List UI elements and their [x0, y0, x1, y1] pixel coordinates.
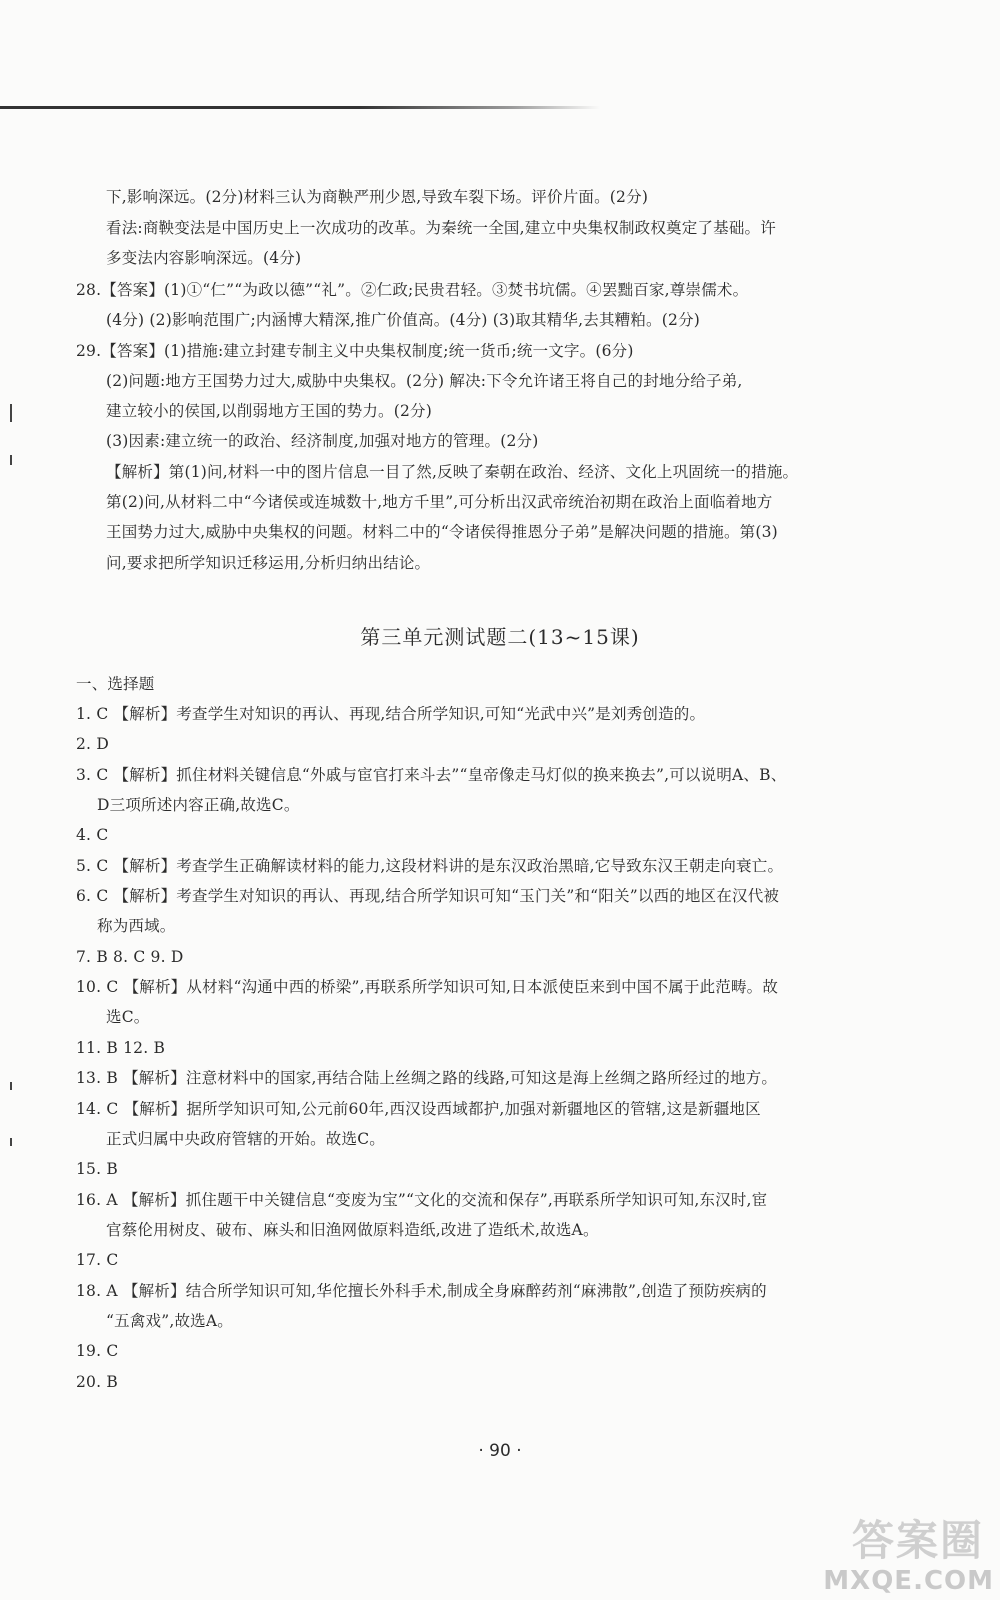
- text-line: 5. C 【解析】考查学生正确解读材料的能力,这段材料讲的是东汉政治黑暗,它导致东汉王朝走向衰亡。: [76, 857, 784, 875]
- text-line: D三项所述内容正确,故选C。: [97, 796, 300, 814]
- text-line: 【解析】第(1)问,材料一中的图片信息一目了然,反映了秦朝在政治、经济、文化上巩固统一的措施。: [106, 463, 799, 481]
- text-line: 正式归属中央政府管辖的开始。故选C。: [106, 1130, 385, 1148]
- text-line: 20. B: [76, 1373, 118, 1391]
- text-line: 选C。: [106, 1008, 150, 1026]
- text-line: 13. B 【解析】注意材料中的国家,再结合陆上丝绸之路的线路,可知这是海上丝绸之路所经过的地方。: [76, 1069, 778, 1087]
- text-line: (4分) (2)影响范围广;内涵博大精深,推广价值高。(4分) (3)取其精华,去其糟粕。(2分): [106, 311, 701, 329]
- text-line: 19. C: [76, 1342, 119, 1360]
- text-line: 多变法内容影响深远。(4分): [106, 249, 302, 267]
- text-line: 16. A 【解析】抓住题干中关键信息“变废为宝”“文化的交流和保存”,再联系所学知识可知,东汉时,宦: [76, 1191, 768, 1209]
- site-watermark: [824, 1508, 994, 1596]
- page-number: · 90 ·: [478, 1441, 522, 1461]
- text-line: 3. C 【解析】抓住材料关键信息“外戚与宦官打来斗去”“皇帝像走马灯似的换来换去”,可以说明A、B、: [76, 766, 787, 784]
- text-line: 建立较小的侯国,以削弱地方王国的势力。(2分): [106, 402, 432, 420]
- text-line: 王国势力过大,威胁中央集权的问题。材料二中的“令诸侯得推恩分子弟”是解决问题的措施。第(3): [106, 523, 778, 541]
- section-title: 第三单元测试题二(13~15课): [360, 625, 640, 649]
- text-line: 14. C 【解析】据所学知识可知,公元前60年,西汉设西域都护,加强对新疆地区的管辖,这是新疆地区: [76, 1100, 761, 1118]
- text-line: 称为西域。: [97, 917, 176, 935]
- text-line: 官蔡伦用树皮、破布、麻头和旧渔网做原料造纸,改进了造纸术,故选A。: [106, 1221, 599, 1239]
- text-line: (2)问题:地方王国势力过大,威胁中央集权。(2分) 解决:下令允许诸王将自己的封地分给子弟,: [106, 372, 743, 390]
- text-line: 29.【答案】(1)措施:建立封建专制主义中央集权制度;统一货币;统一文字。(6分): [76, 342, 634, 360]
- text-line: 18. A 【解析】结合所学知识可知,华佗擅长外科手术,制成全身麻醉药剂“麻沸散”,创造了预防疾病的: [76, 1282, 767, 1300]
- text-line: “五禽戏”,故选A。: [106, 1312, 233, 1330]
- text-line: 问,要求把所学知识迁移运用,分析归纳出结论。: [106, 554, 431, 572]
- text-line: 7. B 8. C 9. D: [76, 948, 184, 966]
- text-line: 15. B: [76, 1160, 118, 1178]
- watermark-url: MXQE.COM: [823, 1566, 994, 1596]
- text-line: 6. C 【解析】考查学生对知识的再认、再现,结合所学知识可知“玉门关”和“阳关”以西的地区在汉代被: [76, 887, 780, 905]
- text-line: 10. C 【解析】从材料“沟通中西的桥梁”,再联系所学知识可知,日本派使臣来到中国不属于此范畴。故: [76, 978, 779, 996]
- text-line: (3)因素:建立统一的政治、经济制度,加强对地方的管理。(2分): [106, 432, 539, 450]
- text-line: 1. C 【解析】考查学生对知识的再认、再现,结合所学知识,可知“光武中兴”是刘秀创造的。: [76, 705, 706, 723]
- text-line: 28.【答案】(1)①“仁”“为政以德”“礼”。②仁政;民贵君轻。③焚书坑儒。④罢黜百家,尊崇儒术。: [76, 281, 749, 299]
- section-heading: 一、选择题: [76, 675, 155, 693]
- text-line: 11. B 12. B: [76, 1039, 166, 1057]
- text-line: 2. D: [76, 735, 109, 753]
- text-line: 4. C: [76, 826, 109, 844]
- text-line: 看法:商鞅变法是中国历史上一次成功的改革。为秦统一全国,建立中央集权制政权奠定了基础。许: [106, 219, 776, 237]
- text-line: 第(2)问,从材料二中“今诸侯或连城数十,地方千里”,可分析出汉武帝统治初期在政治上面临着地方: [106, 493, 773, 511]
- text-line: 下,影响深远。(2分)材料三认为商鞅严刑少恩,导致车裂下场。评价片面。(2分): [106, 188, 649, 206]
- text-line: 17. C: [76, 1251, 119, 1269]
- watermark-text: 答案圈: [851, 1516, 984, 1565]
